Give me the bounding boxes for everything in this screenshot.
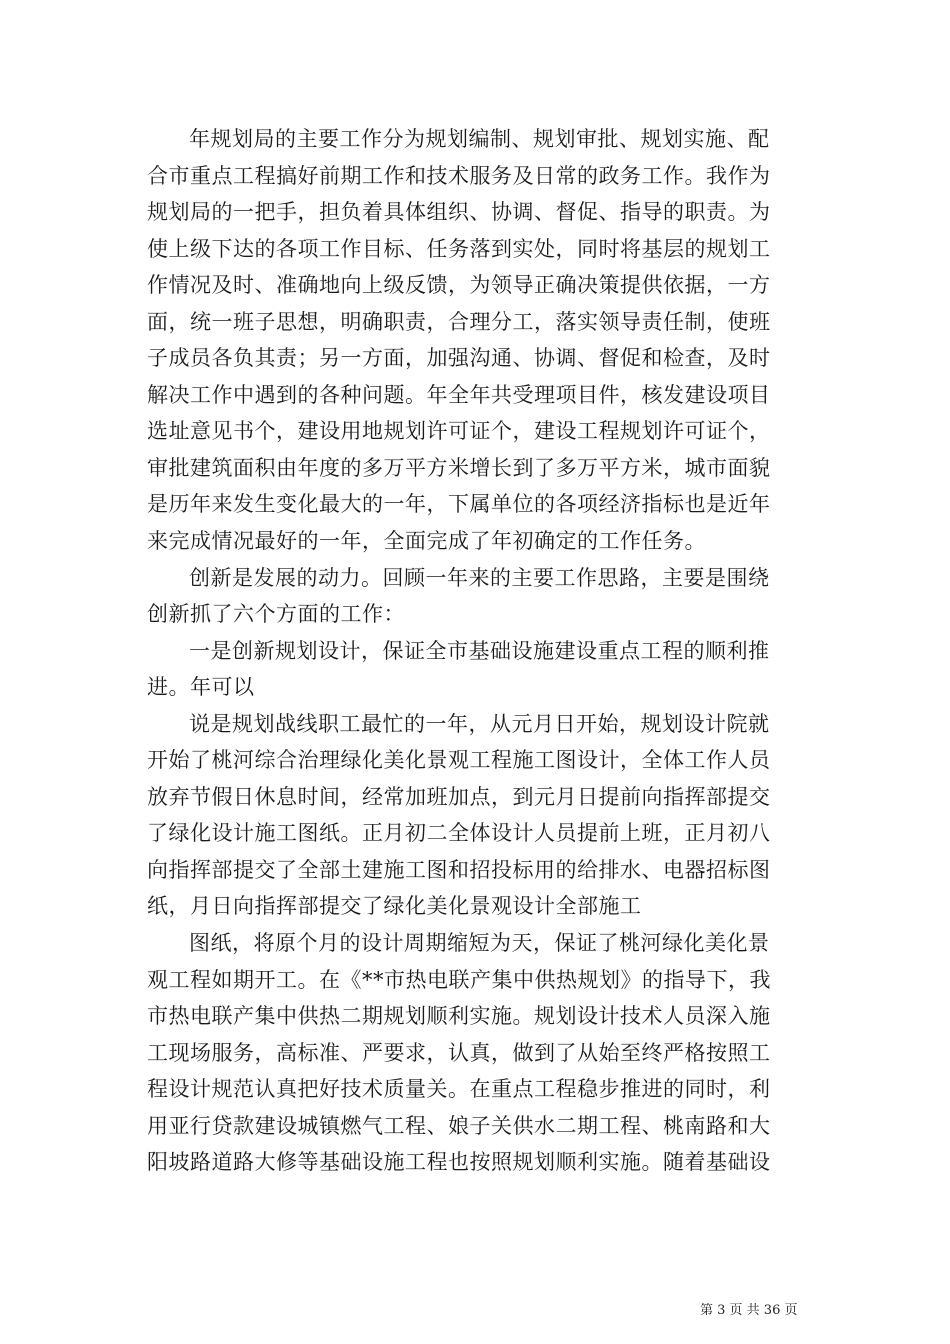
text-line: 市热电联产集中供热二期规划顺利实施。规划设计技术人员深入施 [147, 1004, 771, 1029]
body-text [147, 121, 807, 1181]
text-line: 一是创新规划设计，保证全市基础设施建设重点工程的顺利推 [189, 638, 770, 663]
text-line: 审批建筑面积由年度的多万平方米增长到了多万平方米，城市面貌 [147, 455, 771, 480]
text-line: 来完成情况最好的一年，全面完成了年初确定的工作任务。 [147, 529, 706, 554]
text-line: 放弃节假日休息时间，经常加班加点，到元月日提前向指挥部提交 [147, 784, 771, 809]
text-line: 解决工作中遇到的各种问题。年全年共受理项目件，核发建设项目 [147, 382, 771, 407]
text-line: 年规划局的主要工作分为规划编制、规划审批、规划实施、配 [189, 127, 770, 151]
text-line: 是历年来发生变化最大的一年，下属单位的各项经济指标也是近年 [147, 492, 771, 517]
text-line: 作情况及时、准确地向上级反馈，为领导正确决策提供依据，一方 [147, 273, 771, 298]
text-line: 用亚行贷款建设城镇燃气工程、娘子关供水二期工程、桃南路和大 [147, 1113, 771, 1138]
text-line: 创新抓了六个方面的工作： [147, 602, 405, 627]
text-line: 使上级下达的各项工作目标、任务落到实处，同时将基层的规划工 [147, 236, 771, 261]
text-line: 图纸，将原个月的设计周期缩短为天，保证了桃河绿化美化景 [189, 931, 770, 956]
text-line: 程设计规范认真把好技术质量关。在重点工程稳步推进的同时，利 [147, 1077, 771, 1102]
text-line: 合市重点工程搞好前期工作和技术服务及日常的政务工作。我作为 [147, 163, 771, 188]
text-line: 了绿化设计施工图纸。正月初二全体设计人员提前上班，正月初八 [147, 821, 771, 846]
text-line: 工现场服务，高标准、严要求，认真，做到了从始至终严格按照工 [147, 1040, 771, 1065]
text-line: 开始了桃河综合治理绿化美化景观工程施工图设计，全体工作人员 [147, 748, 771, 773]
text-line: 观工程如期开工。在《**市热电联产集中供热规划》的指导下，我 [147, 967, 771, 992]
text-line: 进。年可以 [147, 675, 255, 700]
text-line: 规划局的一把手，担负着具体组织、协调、督促、指导的职责。为 [147, 200, 771, 225]
page-number-footer: 第 3 页 共 36 页 [700, 1303, 798, 1318]
text-line: 纸，月日向指挥部提交了绿化美化景观设计全部施工 [147, 894, 642, 919]
text-line: 面，统一班子思想，明确职责，合理分工，落实领导责任制，使班 [147, 309, 771, 334]
text-line: 创新是发展的动力。回顾一年来的主要工作思路，主要是围绕 [189, 565, 770, 590]
text-line: 说是规划战线职工最忙的一年，从元月日开始，规划设计院就 [189, 711, 770, 736]
text-line: 选址意见书个，建设用地规划许可证个，建设工程规划许可证个， [147, 419, 771, 444]
text-line: 子成员各负其责；另一方面，加强沟通、协调、督促和检查，及时 [147, 346, 771, 371]
text-line: 向指挥部提交了全部土建施工图和招投标用的给排水、电器招标图 [147, 857, 771, 882]
text-line: 阳坡路道路大修等基础设施工程也按照规划顺利实施。随着基础设 [147, 1150, 771, 1175]
